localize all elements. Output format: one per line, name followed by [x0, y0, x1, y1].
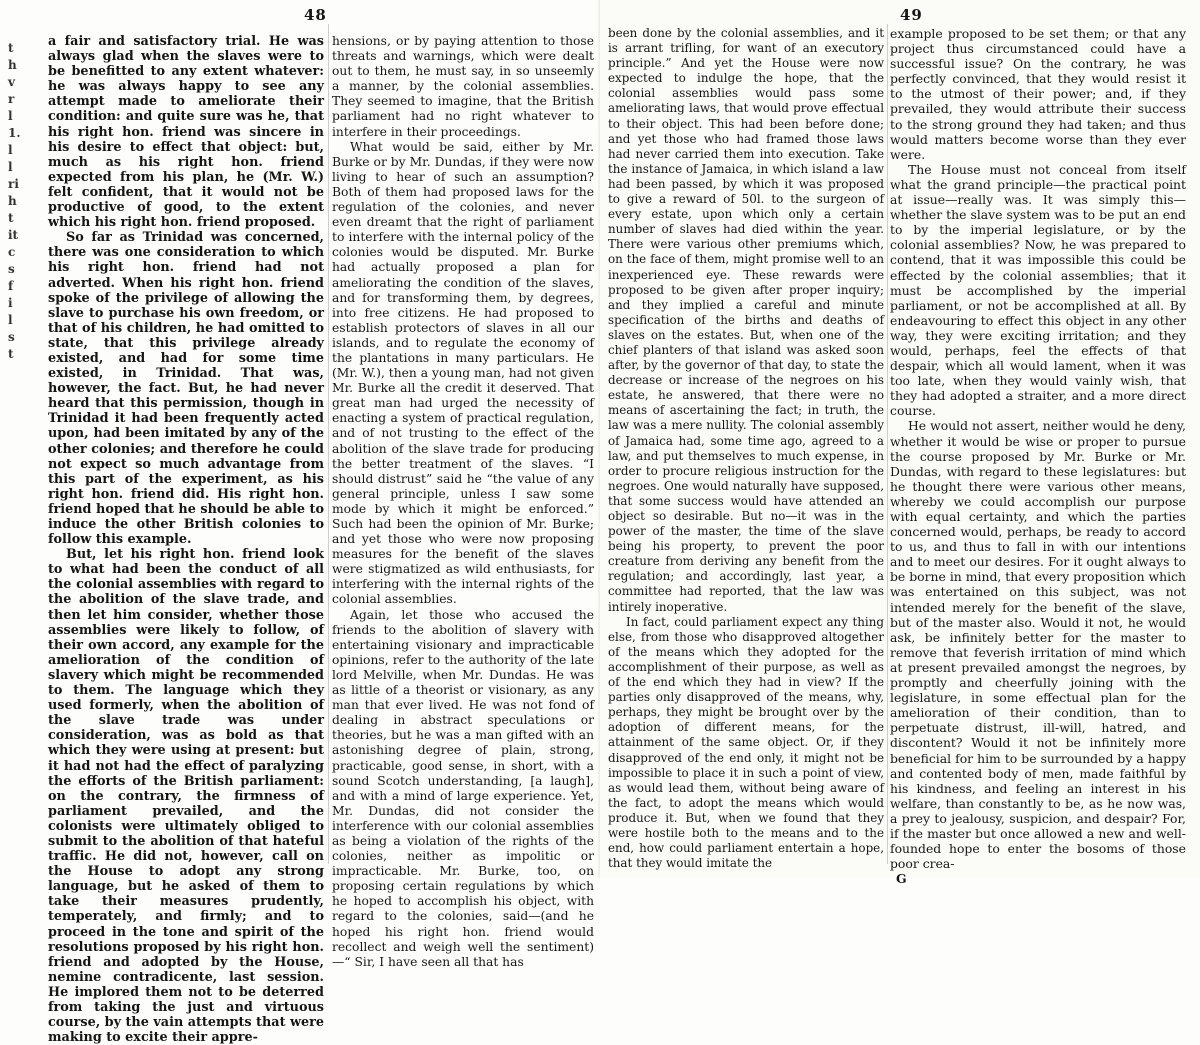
margin-letter: 1.: [8, 126, 21, 140]
paragraph: So far as Trinidad was concerned, there was one consideration to which his right hon. friend had not adverted. When his right hon. friend spoke of the privilege of allowing the slave to purchase his own freedom, or that of his children, he had omitted to state, that this privilege already existed, and had for some time existed, in Trinidad. That was, however, the fact. But, he had never heard that this permission, though in Trinidad it had been frequently acted upon, had been imitated by any of the other colonies; and therefore he could not expect so much advantage from this part of the experiment, as his right hon. friend did. His right hon. friend hoped that he should be able to induce the other British colonies to follow this example.: [48, 230, 324, 548]
margin-letter: l: [8, 109, 13, 123]
paragraph: a fair and satisfactory trial. He was always glad when the slaves were to be benefitted to any extent whatever: he was always happy to see any attempt made to ameliorate their condition: and quite sure was he, that his right hon. friend was sincere in his desire to effect that object: but, much as his right hon. friend expected from his plan, he (Mr. W.) felt confident, that it would not be productive of good, to the extent which his right hon. friend proposed.: [48, 34, 324, 231]
column-divider: [328, 24, 329, 864]
paragraph: The House must not conceal from itself what the grand principle—the practical point at issue—really was. It was simply this—whether the slave system was to be put an end to by the imperial legislature, or by the colonial assemblies? Now, he was prepared to contend, that it was impossible this could be effected by the colonial assemblies; that it must be accomplished by the imperial parliament, or not be accomplished at all. By endeavouring to effect this object in any other way, they were exciting irritation; and they would, perhaps, feel the effects of that despair, which all would lament, when it was too late, when they would vainly wish, that they had adopted a straiter, and a more direct course.: [890, 161, 1186, 419]
margin-letter: t: [8, 41, 14, 55]
paragraph: Again, let those who accused the friends to the abolition of slavery with entertaining visionary and impracticable opinions, refer to the authority of the late lord Melville, when Mr. Dundas. He was as little of a theorist or visionary, as any man that ever lived. He was not fond of dealing in abstract speculations or theories, but he was a man gifted with an astonishing degree of plain, strong, practicable, good sense, in short, with a sound Scotch understanding, [a laugh], and with a mind of large experience. Yet, Mr. Dundas, did not consider the interference with our colonial assemblies as being a violation of the rights of the colonies, neither as impolitic or impracticable. Mr. Burke, too, on proposing certain regulations by which he hoped to accomplish his object, with regard to the colonies, said—(and he hoped his right hon. friend would recollect and weigh well the sentiment)—“ Sir, I have seen all that has: [332, 607, 594, 969]
margin-letter: t: [8, 347, 14, 361]
paragraph: But, let his right hon. friend look to what had been the conduct of all the colonial assemblies with regard to the abolition of the slave trade, and then let him consider, whether those assemblies were likely to follow, of their own accord, any example for the amelioration of the condition of slavery which might be recommended to them. The language which they used formerly, when the abolition of the slave trade was under consideration, was as bold as that which they were using at present: but it had not had the effect of paralyzing the efforts of the British parliament: on the contrary, the firmness of parliament prevailed, and the colonists were ultimately obliged to submit to the abolition of that hateful traffic. He did not, however, call on the House to adopt any strong language, but he asked of them to take their measures prudently, temperately, and firmly; and to proceed in the tone and spirit of the resolutions proposed by his right hon. friend and adopted by the House, nemine contradicente, last session. He implored them not to be deterred from taking the just and virtuous course, by the vain attempts that were making to excite their appre-: [48, 547, 324, 1045]
margin-letter: it: [8, 228, 19, 242]
column-4: [890, 26, 1186, 887]
margin-letter: h: [8, 194, 17, 208]
margin-letter: i: [8, 296, 13, 310]
column-1: [48, 34, 324, 1045]
paragraph: He would not assert, neither would he deny, whether it would be wise or proper to pursue the course proposed by Mr. Burke or Mr. Dundas, with regard to these legislatures: but he thought there were various other means, whereby we could accomplish our purpose with equal certainty, and which the parties concerned would, perhaps, be ready to accord to us, and thus to fall in with our intentions and to meet our desires. For it ought always to be borne in mind, that every proposition which was entertained on this subject, was not intended merely for the benefit of the slave, but of the master also. Would it not, he would ask, be infinitely better for the master to remove that feverish irritation of mind which at present prevailed amongst the negroes, by promptly and cheerfully joining with the legislature, in some effectual plan for the amelioration of their condition, than to perpetuate distrust, ill-will, hatred, and discontent? Would it not be infinitely more beneficial for him to be surrounded by a happy and contented body of men, made faithful by his kindness, and feeling an interest in his welfare, than constantly to be, as he now was, a prey to jealousy, suspicion, and despair? For, if the master but once allowed a new and well-founded hope to enter the bosoms of those poor crea-: [890, 418, 1186, 872]
column-2: [332, 34, 594, 969]
margin-letter: t: [8, 211, 14, 225]
signature-mark: G: [896, 871, 907, 887]
column-3: [608, 26, 884, 871]
paragraph: In fact, could parliament expect any thing else, from those who disapproved altogether of the means which they adopted for the accomplishment of their purpose, as well as of the end which they had in view? If the parties only disapproved of the means, why, perhaps, they might be brought over by the adoption of different means, for the attainment of the same object. Or, if they disapproved of the end only, it might not be impossible to place it in such a point of view, as would lead them, without being aware of the fact, to adopt the means which would produce it. But, when we found that they were hostile both to the means and to the end, how could parliament entertain a hope, that they would imitate the: [608, 614, 884, 871]
right-page: [600, 0, 1200, 887]
margin-letter: c: [8, 245, 16, 259]
margin-letter: s: [8, 262, 15, 276]
paragraph: been done by the colonial assemblies, and it is arrant trifling, for want of an executory principle.” And yet the House were now expected to indulge the hope, that the colonial assemblies would pass some ameliorating laws, that would prove effectual to their object. This had been before done; and yet those who had framed those laws had never carried them into execution. Take the instance of Jamaica, in which island a law had been passed, by which it was proposed to give a reward of 50l. to the surgeon of every estate, upon which only a certain number of slaves had died within the year. There were various other premiums which, on the face of them, might promise well to an inexperienced eye. These rewards were proposed to be given after proper inquiry; and they implied a careful and minute specification of the births and deaths of slaves on the estates. But, when one of the chief planters of that island was asked soon after, by the governor of that day, to state the decrease or increase of the negroes on his estate, he answered, that there were no means of ascertaining the fact; in truth, the law was a mere nullity. The colonial assembly of Jamaica had, some time ago, agreed to a law, and put themselves to much expense, in order to procure religious instruction for the negroes. One would naturally have supposed, that some success would have attended an object so desirable. But no—it was in the power of the master, the time of the slave being his property, to prevent the poor creature from deriving any benefit from the regulation; and accordingly, last year, a committee had reported, that the law was intirely inoperative.: [608, 26, 884, 614]
margin-letter: l: [8, 313, 13, 327]
page-number-right: 49: [900, 6, 923, 24]
column-divider: [887, 24, 888, 864]
margin-letter: v: [8, 75, 15, 89]
margin-letter: ri: [8, 177, 19, 191]
margin-letter: r: [8, 92, 15, 106]
margin-letter: h: [8, 58, 17, 72]
margin-letter: l: [8, 160, 13, 174]
margin-letter: l: [8, 143, 13, 157]
margin-letters: [8, 40, 30, 363]
margin-letter: f: [8, 279, 14, 293]
paragraph: hensions, or by paying attention to those threats and warnings, which were dealt out to them, he must say, in so unseemly a manner, by the colonial assemblies. They seemed to imagine, that the British parliament had no right whatever to interfere in their proceedings.: [332, 34, 594, 139]
page-number-left: 48: [304, 6, 327, 24]
margin-letter: s: [8, 330, 15, 344]
paragraph: What would be said, either by Mr. Burke or by Mr. Dundas, if they were now living to hear of such an assumption? Both of them had proposed laws for the regulation of the colonies, and never even dreamt that the right of parliament to interfere with the internal policy of the colonies would be disputed. Mr. Burke had actually proposed a plan for ameliorating the condition of the slaves, and for transforming them, by degrees, into free citizens. He had proposed to establish protectors of slaves in all our islands, and to regulate the economy of the plantations in many particulars. He (Mr. W.), then a young man, had not given Mr. Burke all the credit it deserved. That great man had urged the necessity of enacting a system of practical regulation, and of not trusting to the effect of the abolition of the slave trade for producing the better treatment of the slaves. “I should distrust” said he “the value of any general principle, unless I saw some mode by which it might be enforced.” Such had been the opinion of Mr. Burke; and yet those who were now proposing measures for the benefit of the slaves were stigmatized as wild enthusiasts, for interfering with the internal rights of the colonial assemblies.: [332, 139, 594, 607]
paragraph: example proposed to be set them; or that any project thus circumstanced could have a successful issue? On the contrary, he was perfectly convinced, that they would resist it to the utmost of their power; and, if they prevailed, they would attribute their success to the strong ground they had taken; and thus would matters become worse than they ever were.: [890, 26, 1186, 162]
